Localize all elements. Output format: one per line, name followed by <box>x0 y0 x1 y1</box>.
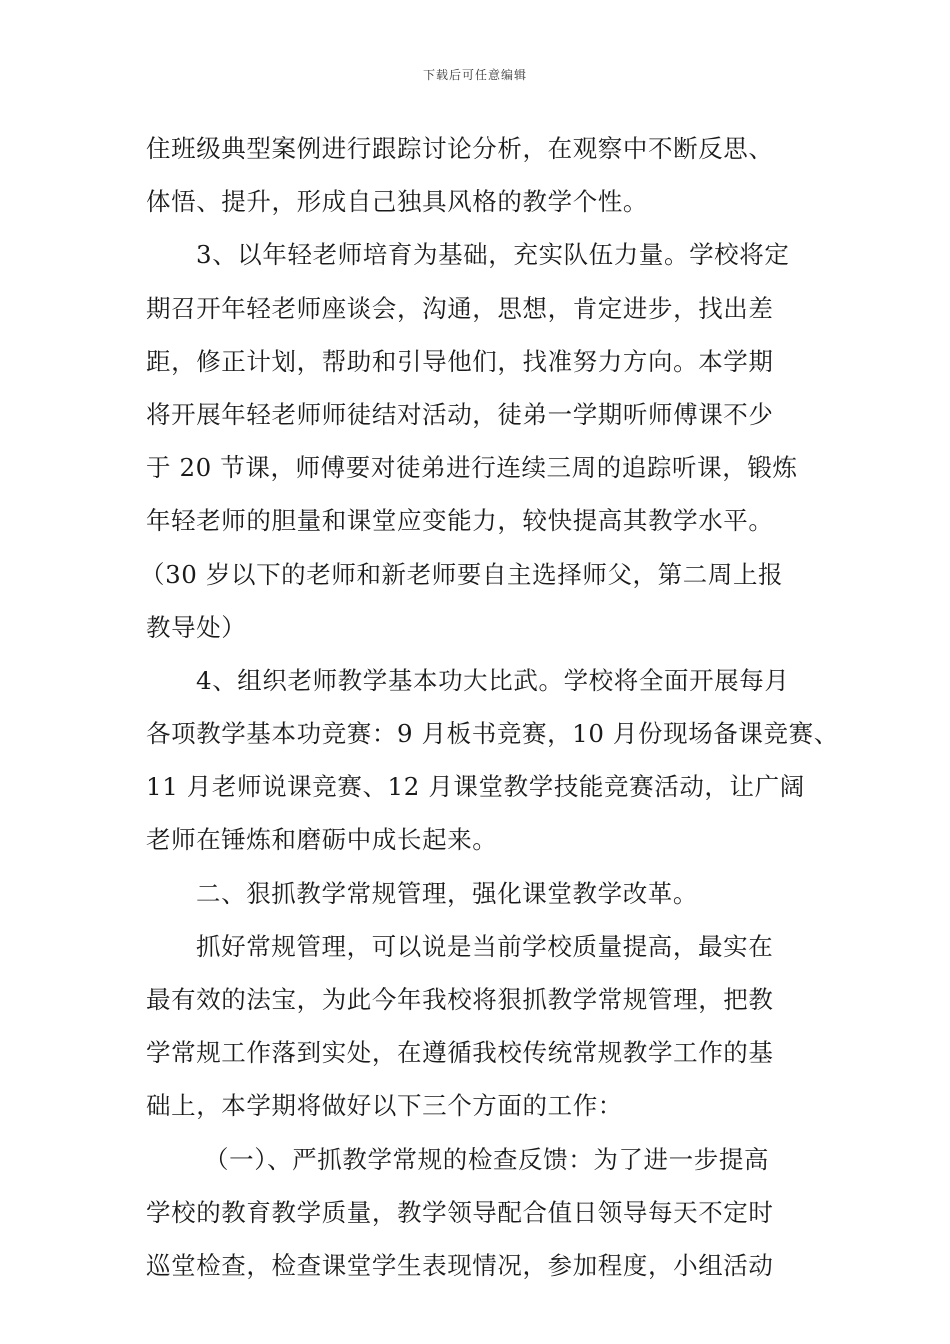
page-header: 下载后可任意编辑 <box>422 68 527 82</box>
text-line: （一）、严抓教学常规的检查反馈：为了进一步提高 <box>204 1144 770 1174</box>
text-line: 年轻老师的胆量和课堂应变能力，较快提高其教学水平。 <box>146 506 774 536</box>
text-line: 学校的教育教学质量，教学领导配合值日领导每天不定时 <box>146 1197 774 1227</box>
text-line: 11 月老师说课竞赛、12 月课堂教学技能竞赛活动，让广阔 <box>146 772 805 802</box>
text-line: 4、组织老师教学基本功大比武。学校将全面开展每月 <box>196 665 790 695</box>
text-line: 期召开年轻老师座谈会，沟通，思想，肯定进步，找出差 <box>146 293 774 323</box>
text-line: 抓好常规管理，可以说是当前学校质量提高，最实在 <box>196 931 774 961</box>
text-line: （30 岁以下的老师和新老师要自主选择师父，第二周上报 <box>140 559 784 589</box>
text-line: 老师在锤炼和磨砺中成长起来。 <box>146 825 498 855</box>
text-line: 础上，本学期将做好以下三个方面的工作： <box>146 1091 623 1121</box>
text-line: 学常规工作落到实处，在遵循我校传统常规教学工作的基 <box>146 1038 774 1068</box>
text-line: 体悟、提升，形成自己独具风格的教学个性。 <box>146 187 648 217</box>
text-line: 巡堂检查，检查课堂学生表现情况，参加程度，小组活动 <box>146 1250 774 1280</box>
text-line: 住班级典型案例进行跟踪讨论分析，在观察中不断反思、 <box>146 134 774 163</box>
text-line: 将开展年轻老师师徒结对活动，徒弟一学期听师傅课不少 <box>146 399 774 429</box>
text-line: 于 20 节课，师傅要对徒弟进行连续三周的追踪听课，锻炼 <box>146 453 798 483</box>
text-line: 3、以年轻老师培育为基础，充实队伍力量。学校将定 <box>196 240 790 270</box>
text-line: 最有效的法宝，为此今年我校将狠抓教学常规管理，把教 <box>146 985 774 1014</box>
document-body <box>140 122 839 1292</box>
text-line: 教导处） <box>146 612 247 642</box>
text-line: 距，修正计划，帮助和引导他们，找准努力方向。本学期 <box>146 346 774 376</box>
text-line: 各项教学基本功竞赛：9 月板书竞赛，10 月份现场备课竞赛、 <box>146 719 839 749</box>
text-line: 二、狠抓教学常规管理，强化课堂教学改革。 <box>196 878 698 908</box>
